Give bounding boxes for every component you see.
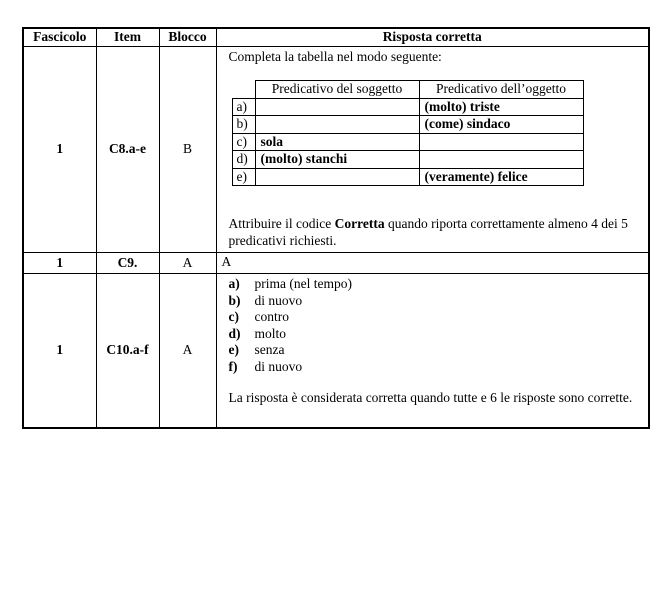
c10-answer-f-text: di nuovo (254, 358, 303, 374)
c10-answer-c-text: contro (254, 309, 289, 325)
c10-answer-b-text: di nuovo (254, 292, 303, 308)
c10-answer-b-letter: b) (228, 292, 241, 308)
inner-row-e-oggetto: (veramente) felice (419, 168, 583, 185)
c10-answer-a-text: prima (nel tempo) (254, 276, 352, 291)
header-blocco: Blocco (159, 28, 216, 47)
predicativi-inner-table (232, 80, 584, 186)
inner-row-c-oggetto (419, 133, 583, 150)
table-row-c10 (23, 274, 649, 429)
c10-answer-a (229, 276, 643, 293)
inner-row-b-letter: b) (232, 116, 255, 133)
c10-answer-b (229, 293, 643, 310)
c10-answer-e (229, 342, 643, 359)
header-fascicolo: Fascicolo (23, 28, 96, 47)
inner-row-e (232, 168, 583, 185)
inner-row-e-letter: e) (232, 168, 255, 185)
c10-answer-d-text: molto (254, 325, 287, 341)
table-row-c9 (23, 253, 649, 274)
c10-item: C10.a-f (96, 274, 159, 429)
inner-header-corner (232, 81, 255, 98)
inner-row-d-letter: d) (232, 151, 255, 168)
c9-blocco: A (159, 253, 216, 274)
inner-header-row (232, 81, 583, 98)
c10-answer-e-letter: e) (228, 342, 239, 358)
c8-scoring-note (229, 216, 641, 249)
c8-fascicolo: 1 (23, 47, 96, 253)
inner-row-a-oggetto: (molto) triste (419, 98, 583, 115)
header-item: Item (96, 28, 159, 47)
c10-answer-a-letter: a) (228, 276, 240, 291)
inner-row-a-soggetto (255, 98, 419, 115)
c9-answer-cell: A (216, 253, 649, 274)
c8-answer-cell (216, 47, 649, 253)
table-header-row (23, 28, 649, 47)
table-row-c8 (23, 47, 649, 253)
c10-answer-f (229, 359, 643, 376)
inner-row-b-soggetto (255, 116, 419, 133)
inner-row-c-soggetto: sola (255, 133, 419, 150)
inner-row-c-letter: c) (232, 133, 255, 150)
c8-note-suffix: quando riporta correttamente almeno 4 dei 5 predicativi richiesti. (228, 216, 628, 248)
c10-answer-c-letter: c) (228, 309, 239, 325)
answers-table (22, 27, 650, 429)
c10-answer-list (229, 276, 643, 376)
c9-fascicolo: 1 (23, 253, 96, 274)
inner-header-soggetto: Predicativo del soggetto (255, 81, 419, 98)
inner-header-oggetto: Predicativo dell’oggetto (419, 81, 583, 98)
c10-answer-e-text: senza (254, 342, 285, 358)
c10-scoring-note: La risposta è considerata corretta quando tutte e 6 le risposte sono corrette. (228, 389, 633, 405)
c10-fascicolo: 1 (23, 274, 96, 429)
inner-row-a-letter: a) (232, 98, 255, 115)
c10-blocco: A (159, 274, 216, 429)
inner-row-b (232, 116, 583, 133)
inner-row-d-soggetto: (molto) stanchi (255, 151, 419, 168)
inner-row-d (232, 151, 583, 168)
inner-row-e-soggetto (255, 168, 419, 185)
inner-row-a (232, 98, 583, 115)
c8-note-keyword: Corretta (334, 216, 385, 232)
c8-note-prefix: Attribuire il codice (228, 216, 335, 232)
c10-answer-cell (216, 274, 649, 429)
c10-answer-c (229, 309, 643, 326)
c8-item: C8.a-e (96, 47, 159, 253)
inner-row-c (232, 133, 583, 150)
c10-answer-d (229, 326, 643, 343)
c10-answer-f-letter: f) (228, 358, 238, 374)
c10-answer-d-letter: d) (228, 325, 241, 341)
header-risposta-corretta: Risposta corretta (216, 28, 649, 47)
inner-row-b-oggetto: (come) sindaco (419, 116, 583, 133)
inner-row-d-oggetto (419, 151, 583, 168)
c8-blocco: B (159, 47, 216, 253)
c8-intro-text: Completa la tabella nel modo seguente: (228, 49, 442, 64)
c9-item: C9. (96, 253, 159, 274)
